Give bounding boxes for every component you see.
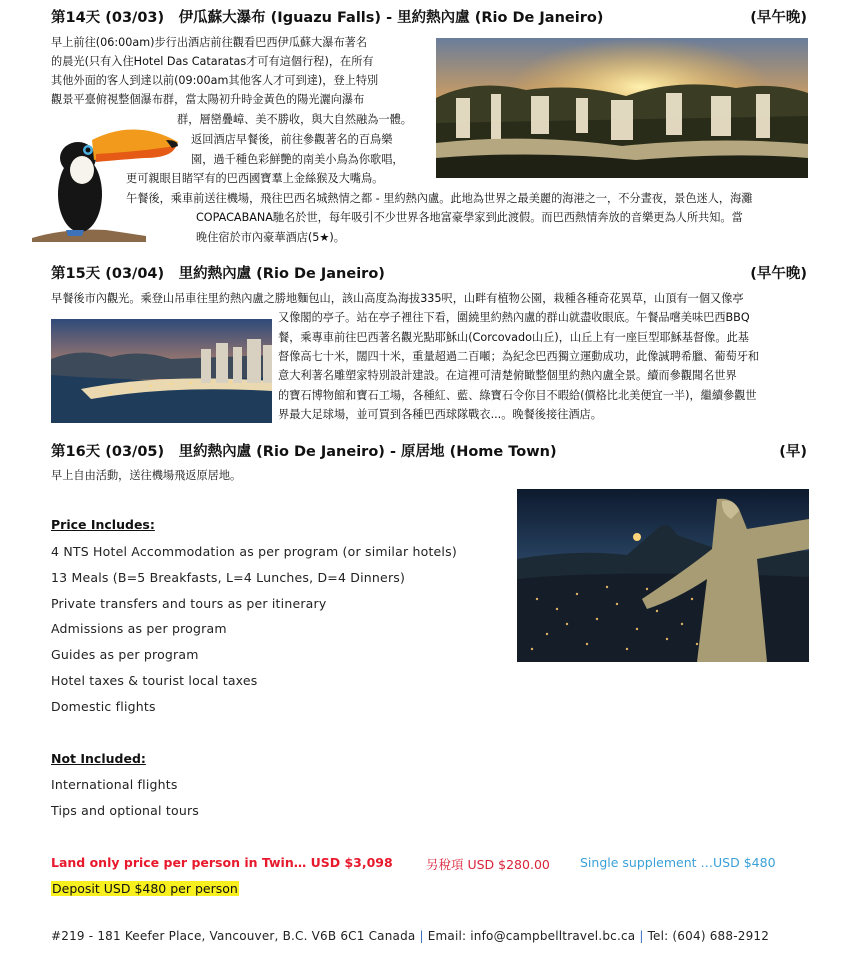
day16-heading <box>51 440 807 461</box>
day14-heading <box>51 6 807 27</box>
day14-line: COPACABANA馳名於世，每年吸引不少世界各地富豪學家到此渡假。而巴西熱情奔放的音樂更為人所共知。當 <box>196 211 743 224</box>
day16-line: 早上自由活動，送往機場飛返原居地。 <box>51 469 242 482</box>
single-supplement: Single supplement …USD $480 <box>580 855 776 870</box>
day15-line: 界最大足球場，並可買到各種巴西球隊戰衣...。晚餐後接往酒店。 <box>278 408 602 421</box>
day14-line: 午餐後，乘車前送往機場，飛往巴西名城熱情之都 - 里約熱內盧。此地為世界之最美麗的海港之一，不分晝夜，景色迷人，海灘 <box>126 192 753 205</box>
deposit-highlight: Deposit USD $480 per person <box>52 881 238 896</box>
price-includes-heading: Price Includes: <box>51 517 155 532</box>
includes-item: Domestic flights <box>51 699 156 714</box>
day14-line: 群，層巒疊嶂、美不勝收，與大自然融為一體。 <box>177 113 412 126</box>
includes-item: Guides as per program <box>51 647 199 662</box>
excludes-item: Tips and optional tours <box>51 803 199 818</box>
day15-line: 的寶石博物館和寶石工場，各種紅、藍、綠寶石令你目不暇給(價格比北美便宜一半)，繼續參觀世 <box>278 389 757 402</box>
tax-price: 另稅項 USD $280.00 <box>426 857 550 872</box>
day15-heading <box>51 262 807 283</box>
includes-item: 13 Meals (B=5 Breakfasts, L=4 Lunches, D=4 Dinners) <box>51 570 406 585</box>
includes-item: Hotel taxes & tourist local taxes <box>51 673 258 688</box>
day16-meals: (早) <box>779 444 807 460</box>
day15-title: 第15天 (03/04) 里約熱內盧 (Rio De Janeiro) <box>51 266 385 282</box>
day15-line: 意大利著名雕塑家特別設計建設。在這裡可清楚俯瞰整個里約熱內盧全景。續而參觀聞名世界 <box>278 369 737 382</box>
footer <box>51 929 769 943</box>
day15-line: 又像閣的亭子。站在亭子裡往下看，圍繞里約熱內盧的群山就盡收眼底。午餐品嚐美味巴西BBQ <box>278 311 750 324</box>
excludes-item: International flights <box>51 777 178 792</box>
day14-line: 晚住宿於市內豪華酒店(5★)。 <box>196 231 345 244</box>
land-price: Land only price per person in Twin… USD $3,098 <box>51 855 393 870</box>
not-included-heading: Not Included: <box>51 751 146 766</box>
copacabana-image <box>51 319 272 423</box>
toucan-image <box>26 118 186 242</box>
day16-title: 第16天 (03/05) 里約熱內盧 (Rio De Janeiro) - 原居地 (Home Town) <box>51 444 557 460</box>
footer-address: #219 - 181 Keefer Place, Vancouver, B.C. V6B 6C1 Canada <box>51 929 416 943</box>
iguazu-falls-image <box>436 38 808 178</box>
day14-line: 其他外面的客人到達以前(09:00am其他客人才可到達)，登上特別 <box>51 74 379 87</box>
day14-line: 返回酒店早餐後，前往參觀著名的百鳥樂 <box>191 133 393 146</box>
day14-line: 觀景平臺俯視整個瀑布群，當太陽初升時金黃色的陽光灑向瀑布 <box>51 93 365 106</box>
day14-line: 早上前往(06:00am)步行出酒店前往觀看巴西伊瓜蘇大瀑布著名 <box>51 36 368 49</box>
copacabana-photo <box>51 319 272 423</box>
day14-title: 第14天 (03/03) 伊瓜蘇大瀑布 (Iguazu Falls) - 里約熱內盧 (Rio De Janeiro) <box>51 10 604 26</box>
day15-meals: (早午晚) <box>750 266 807 282</box>
toucan-photo <box>26 118 186 242</box>
includes-item: Admissions as per program <box>51 621 227 636</box>
footer-separator: | <box>639 929 644 943</box>
day15-line: 早餐後市內觀光。乘登山吊車往里約熱內盧之勝地麵包山，該山高度為海拔335呎，山畔有植物公園，栽種各種奇花異草，山頂有一個又像亭 <box>51 292 744 305</box>
day14-line: 園，過千種色彩鮮艷的南美小鳥為你歌唱， <box>191 153 404 166</box>
footer-tel: Tel: (604) 688-2912 <box>647 929 770 943</box>
christ-redeemer-image <box>517 489 809 662</box>
day15-line: 督像高七十米，闊四十米，重量超過二百噸；為紀念巴西獨立運動成功，此像誠聘希臘、葡萄牙和 <box>278 350 760 363</box>
includes-item: 4 NTS Hotel Accommodation as per program (or similar hotels) <box>51 544 457 559</box>
iguazu-falls-photo <box>436 38 808 178</box>
day14-line: 更可親眼目睹罕有的巴西國寶羣上金絲猴及大嘴鳥。 <box>126 172 384 185</box>
day15-line: 餐，乘專車前往巴西著名觀光點耶穌山(Corcovado山丘)，山丘上有一座巨型耶穌基督像。此基 <box>278 331 749 344</box>
footer-separator: | <box>419 929 424 943</box>
day14-meals: (早午晚) <box>750 10 807 26</box>
rio-night-photo <box>517 489 809 662</box>
footer-email[interactable]: Email: info@campbelltravel.bc.ca <box>427 929 636 943</box>
day14-line: 的晨光(只有入住Hotel Das Cataratas才可有這個行程)，在所有 <box>51 55 374 68</box>
includes-item: Private transfers and tours as per itinerary <box>51 596 327 611</box>
